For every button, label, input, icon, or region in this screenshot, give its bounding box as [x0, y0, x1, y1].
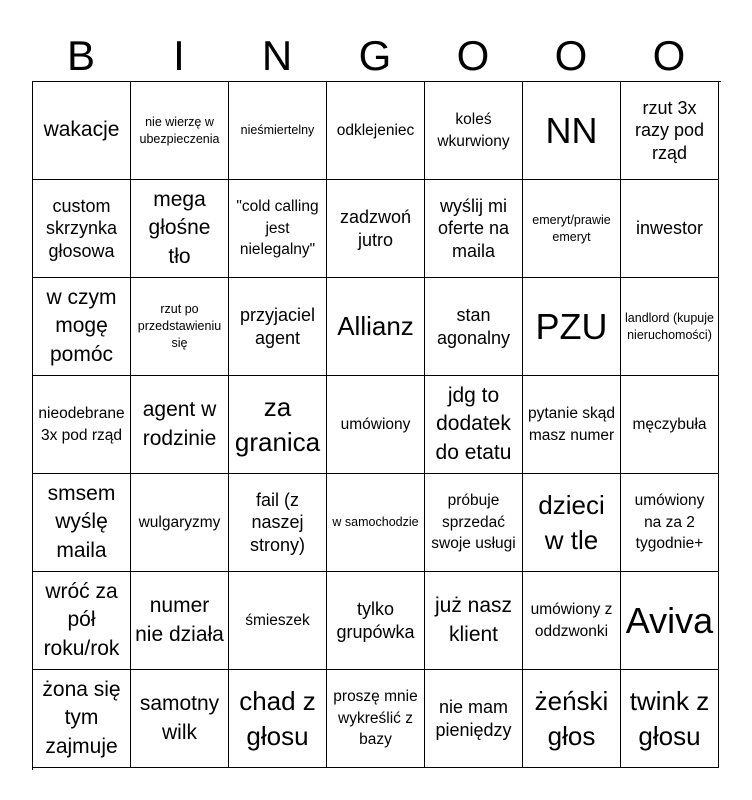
bingo-cell-text: już nasz klient	[434, 594, 513, 646]
bingo-cell-text: NN	[545, 109, 598, 151]
bingo-cell-text: wróć za pół roku/rok	[43, 579, 120, 660]
bingo-cell[interactable]	[33, 180, 131, 278]
bingo-cell[interactable]	[621, 572, 719, 670]
bingo-cell[interactable]	[327, 278, 425, 376]
bingo-cell-text: wakacje	[43, 118, 120, 142]
bingo-header	[32, 30, 718, 82]
bingo-cell[interactable]	[327, 82, 425, 180]
bingo-cell[interactable]	[425, 474, 523, 572]
bingo-cell-text: nie wierzę w ubezpieczenia	[139, 114, 220, 146]
bingo-cell[interactable]	[523, 572, 621, 670]
bingo-cell[interactable]	[523, 474, 621, 572]
bingo-cell[interactable]	[33, 670, 131, 768]
bingo-cell-text: wyślij mi oferte na maila	[437, 195, 510, 261]
bingo-cell[interactable]	[425, 670, 523, 768]
bingo-cell[interactable]	[131, 376, 229, 474]
bingo-cell-text: zadzwoń jutro	[339, 207, 412, 250]
bingo-cell[interactable]	[425, 376, 523, 474]
bingo-cell-text: za granica	[234, 392, 321, 457]
bingo-cell-text: umówiony na za 2 tygodnie+	[634, 491, 705, 553]
bingo-cell-text: custom skrzynka głosowa	[45, 195, 117, 261]
bingo-cell-text: rzut po przedstawieniu się	[137, 302, 222, 350]
bingo-cell[interactable]	[131, 474, 229, 572]
bingo-cell[interactable]	[327, 474, 425, 572]
bingo-cell[interactable]	[131, 180, 229, 278]
bingo-cell[interactable]	[229, 180, 327, 278]
bingo-cell[interactable]	[229, 82, 327, 180]
bingo-cell-text: wulgaryzmy	[138, 513, 221, 531]
bingo-cell[interactable]	[131, 82, 229, 180]
bingo-cell[interactable]	[523, 82, 621, 180]
bingo-cell[interactable]	[327, 572, 425, 670]
bingo-cell[interactable]	[131, 572, 229, 670]
bingo-cell[interactable]	[33, 278, 131, 376]
bingo-cell[interactable]	[425, 180, 523, 278]
bingo-cell-text: nieodebrane 3x pod rząd	[38, 404, 125, 444]
bingo-cell-text: przyjaciel agent	[239, 305, 316, 348]
bingo-cell[interactable]	[229, 376, 327, 474]
bingo-cell-text: stan agonalny	[436, 305, 511, 348]
bingo-cell-text: Aviva	[625, 599, 714, 641]
header-letter: N	[261, 32, 293, 79]
bingo-cell[interactable]	[621, 670, 719, 768]
bingo-cell-text: emeryt/prawie emeryt	[532, 212, 611, 244]
bingo-cell[interactable]	[523, 278, 621, 376]
bingo-cell-text: twink z głosu	[629, 686, 710, 751]
bingo-cell-text: jdg to dodatek do etatu	[435, 383, 512, 464]
bingo-cell[interactable]	[425, 572, 523, 670]
bingo-cell-text: umówiony	[340, 415, 411, 433]
bingo-cell-text: samotny wilk	[139, 692, 220, 744]
bingo-cell-text: agent w rodzinie	[142, 398, 217, 450]
bingo-cell-text: "cold calling jest nielegalny"	[236, 197, 319, 259]
bingo-cell[interactable]	[33, 474, 131, 572]
bingo-cell-text: odklejeniec	[336, 121, 415, 139]
bingo-cell-text: śmieszek	[245, 611, 310, 629]
bingo-cell-text: dzieci w tle	[538, 490, 605, 555]
bingo-cell[interactable]	[229, 670, 327, 768]
bingo-cell-text: umówiony z oddzwonki	[530, 600, 613, 640]
bingo-cell-text: tylko grupówka	[336, 599, 415, 642]
header-letter: O	[652, 32, 686, 79]
bingo-cell-text: próbuje sprzedać swoje usługi	[431, 491, 516, 553]
bingo-cell-text: fail (z naszej strony)	[249, 489, 305, 555]
bingo-cell-text: pytanie skąd masz numer	[527, 404, 616, 444]
bingo-cell-text: landlord (kupuje nieruchomości)	[625, 310, 714, 342]
bingo-cell-text: żeński głos	[534, 686, 609, 751]
bingo-cell[interactable]	[425, 278, 523, 376]
bingo-cell-text: w samochodzie	[332, 515, 419, 530]
bingo-cell[interactable]	[327, 180, 425, 278]
bingo-cell-text: PZU	[535, 305, 608, 347]
header-letter: B	[66, 32, 95, 79]
bingo-cell-text: inwestor	[635, 218, 704, 239]
bingo-cell-text: nieśmiertelny	[240, 123, 315, 138]
bingo-cell[interactable]	[523, 180, 621, 278]
bingo-cell[interactable]	[327, 670, 425, 768]
bingo-cell-text: męczybuła	[632, 415, 707, 433]
bingo-cell-text: koleś wkurwiony	[437, 110, 510, 150]
bingo-cell[interactable]	[229, 278, 327, 376]
bingo-cell-text: w czym mogę pomóc	[46, 285, 117, 366]
bingo-cell[interactable]	[229, 474, 327, 572]
bingo-cell[interactable]	[425, 82, 523, 180]
bingo-cell-text: nie mam pieniędzy	[435, 697, 512, 740]
bingo-cell[interactable]	[621, 82, 719, 180]
bingo-cell[interactable]	[621, 376, 719, 474]
bingo-grid	[32, 81, 721, 770]
bingo-cell-text: smsem wyślę maila	[47, 481, 116, 562]
bingo-cell[interactable]	[33, 376, 131, 474]
header-letter: O	[554, 32, 588, 79]
bingo-cell-text: mega głośne tło	[148, 187, 211, 268]
bingo-cell[interactable]	[327, 376, 425, 474]
bingo-cell[interactable]	[131, 278, 229, 376]
bingo-cell-text: numer nie działa	[135, 594, 224, 646]
bingo-cell[interactable]	[621, 278, 719, 376]
bingo-cell-text: proszę mnie wykreślić z bazy	[333, 687, 418, 749]
bingo-cell-text: rzut 3x razy pod rząd	[634, 97, 705, 163]
bingo-cell[interactable]	[621, 180, 719, 278]
bingo-cell[interactable]	[621, 474, 719, 572]
header-letter: I	[173, 32, 185, 79]
bingo-cell[interactable]	[523, 376, 621, 474]
header-letter: G	[358, 32, 392, 79]
bingo-cell[interactable]	[523, 670, 621, 768]
bingo-cell[interactable]	[33, 572, 131, 670]
bingo-cell-text: żona się tym zajmuje	[42, 677, 121, 758]
bingo-cell-text: Allianz	[337, 311, 414, 342]
bingo-cell[interactable]	[229, 572, 327, 670]
bingo-cell[interactable]	[33, 82, 131, 180]
bingo-cell[interactable]	[131, 670, 229, 768]
header-letter: O	[456, 32, 490, 79]
bingo-cell-text: chad z głosu	[239, 686, 316, 751]
